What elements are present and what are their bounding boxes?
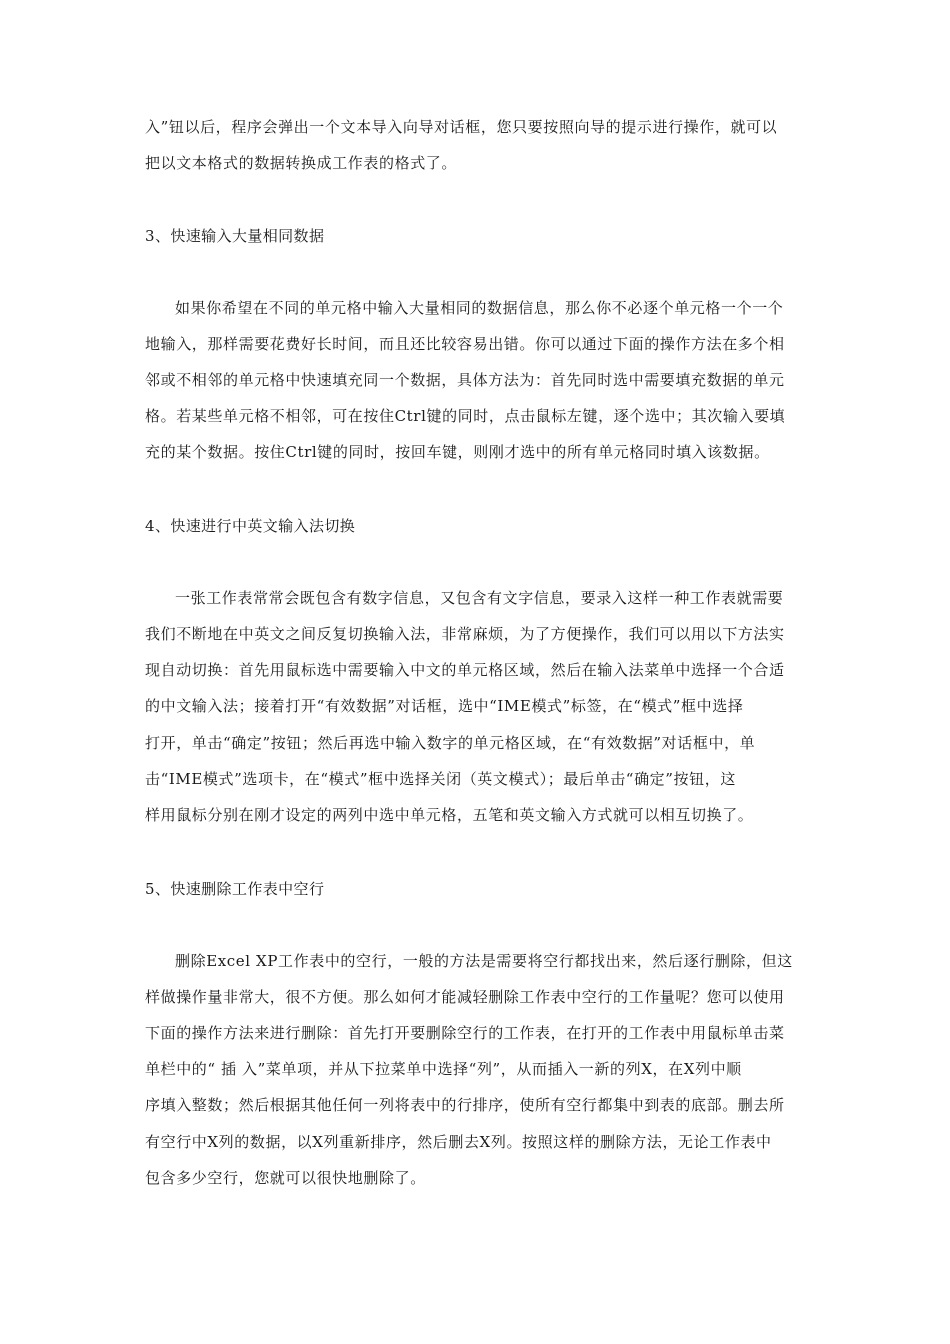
paragraph-line: 邻或不相邻的单元格中快速填充同一个数据，具体方法为：首先同时选中需要填充数据的单元 xyxy=(145,371,785,389)
paragraph-line: 一张工作表常常会既包含有数字信息，又包含有文字信息，要录入这样一种工作表就需要 xyxy=(175,589,784,607)
paragraph-line: 样用鼠标分别在刚才设定的两列中选中单元格，五笔和英文输入方式就可以相互切换了。 xyxy=(145,806,754,824)
paragraph-line: 的中文输入法；接着打开“有效数据”对话框，选中“IME模式”标签，在“模式”框中选择 xyxy=(145,697,744,715)
paragraph-line: 样做操作量非常大，很不方便。那么如何才能减轻删除工作表中空行的工作量呢？您可以使用 xyxy=(145,988,785,1006)
section-heading-4: 4、快速进行中英文输入法切换 xyxy=(145,517,356,535)
paragraph-line: 现自动切换：首先用鼠标选中需要输入中文的单元格区域，然后在输入法菜单中选择一个合适 xyxy=(145,661,785,679)
paragraph-line: 充的某个数据。按住Ctrl键的同时，按回车键，则刚才选中的所有单元格同时填入该数据。 xyxy=(145,443,770,461)
paragraph-line: 格。若某些单元格不相邻，可在按住Ctrl键的同时，点击鼠标左键，逐个选中；其次输入要填 xyxy=(145,407,786,425)
paragraph-line: 有空行中X列的数据，以X列重新排序，然后删去X列。按照这样的删除方法，无论工作表中 xyxy=(145,1133,772,1151)
paragraph-line: 如果你希望在不同的单元格中输入大量相同的数据信息，那么你不必逐个单元格一个一个 xyxy=(175,299,784,317)
paragraph-line: 单栏中的“ 插 入”菜单项，并从下拉菜单中选择“列”，从而插入一新的列X，在X列中顺 xyxy=(145,1060,742,1078)
paragraph-line: 序填入整数；然后根据其他任何一列将表中的行排序，使所有空行都集中到表的底部。删去所 xyxy=(145,1096,785,1114)
paragraph-line: 击“IME模式”选项卡，在“模式”框中选择关闭（英文模式）；最后单击“确定”按钮，这 xyxy=(145,770,736,788)
paragraph-line: 我们不断地在中英文之间反复切换输入法，非常麻烦，为了方便操作，我们可以用以下方法实 xyxy=(145,625,785,643)
paragraph-line: 入”钮以后，程序会弹出一个文本导入向导对话框，您只要按照向导的提示进行操作，就可以 xyxy=(145,118,778,136)
paragraph-line: 包含多少空行，您就可以很快地删除了。 xyxy=(145,1169,426,1187)
section-heading-3: 3、快速输入大量相同数据 xyxy=(145,227,325,245)
paragraph-line: 打开，单击“确定”按钮；然后再选中输入数字的单元格区域，在“有效数据”对话框中，单 xyxy=(145,734,756,752)
paragraph-line: 把以文本格式的数据转换成工作表的格式了。 xyxy=(145,154,458,172)
paragraph-line: 地输入，那样需要花费好长时间，而且还比较容易出错。你可以通过下面的操作方法在多个相 xyxy=(145,335,785,353)
paragraph-line: 删除Excel XP工作表中的空行，一般的方法是需要将空行都找出来，然后逐行删除，但这 xyxy=(175,952,793,970)
section-heading-5: 5、快速删除工作表中空行 xyxy=(145,880,325,898)
paragraph-line: 下面的操作方法来进行删除：首先打开要删除空行的工作表，在打开的工作表中用鼠标单击菜 xyxy=(145,1024,785,1042)
